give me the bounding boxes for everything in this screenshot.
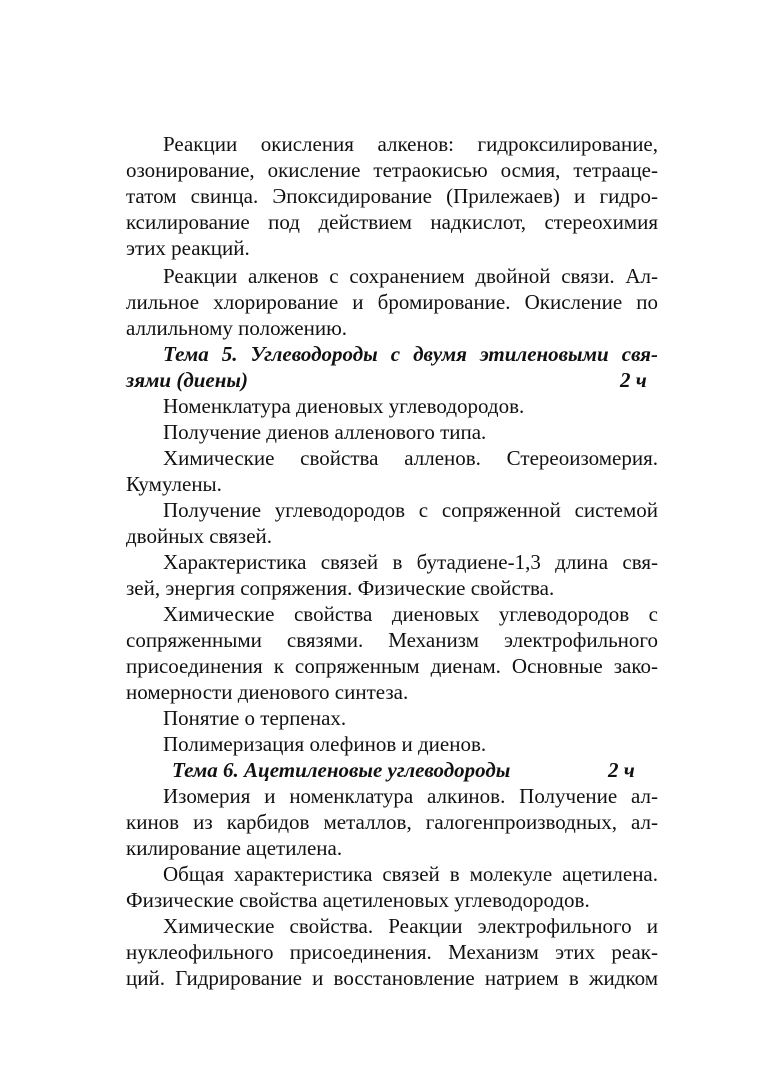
text-line: Получение диенов алленового типа. — [163, 420, 487, 444]
text-line: номерности диенового синтеза. — [126, 680, 409, 704]
text-line: зей, энергия сопряжения. Физические свойства. — [126, 576, 555, 600]
section-heading: Тема 5. Углеводороды с двумя этиленовыми свя- — [163, 342, 658, 366]
text-line: Кумулены. — [126, 472, 222, 496]
section-heading-continued: зями (диены) — [126, 368, 248, 392]
text-line: аллильному положению. — [126, 316, 348, 340]
text-line: кинов из карбидов металлов, галогенпроизводных, ал- — [126, 810, 658, 834]
topic-hours: 2 ч — [608, 758, 635, 782]
text-line: лильное хлорирование и бромирование. Окисление по — [126, 290, 658, 314]
text-line: Изомерия и номенклатура алкинов. Получение ал- — [163, 784, 658, 808]
text-line: Понятие о терпенах. — [163, 706, 347, 730]
topic-hours: 2 ч — [620, 368, 647, 392]
text-line: Химические свойства алленов. Стереоизомерия. — [163, 446, 658, 470]
text-line: сопряженными связями. Механизм электрофильного — [126, 628, 658, 652]
text-line: Химические свойства диеновых углеводородов с — [163, 602, 658, 626]
text-line: Получение углеводородов с сопряженной системой — [163, 498, 658, 522]
text-line: килирование ацетилена. — [126, 836, 343, 860]
text-line: озонирование, окисление тетраокисью осмия, тетрааце- — [126, 158, 658, 182]
text-line: ксилирование под действием надкислот, стереохимия — [126, 210, 658, 234]
text-line: присоединения к сопряженным диенам. Основные зако- — [126, 654, 658, 678]
text-line: Реакции окисления алкенов: гидроксилирование, — [163, 132, 658, 156]
text-line: этих реакций. — [126, 236, 250, 260]
section-heading: Тема 6. Ацетиленовые углеводороды — [172, 758, 511, 782]
text-line: двойных связей. — [126, 524, 273, 548]
text-line: Номенклатура диеновых углеводородов. — [163, 394, 525, 418]
text-line: Характеристика связей в бутадиене-1,3 длина свя- — [163, 550, 658, 574]
text-line: татом свинца. Эпоксидирование (Прилежаев) и гидро- — [126, 184, 658, 208]
text-line: Общая характеристика связей в молекуле ацетилена. — [163, 862, 658, 886]
text-line: Полимеризация олефинов и диенов. — [163, 732, 487, 756]
text-line: Реакции алкенов с сохранением двойной связи. Ал- — [163, 264, 658, 288]
text-line: нуклеофильного присоединения. Механизм этих реак- — [126, 940, 658, 964]
text-line: ций. Гидрирование и восстановление натрием в жидком — [126, 966, 658, 990]
text-line: Физические свойства ацетиленовых углеводородов. — [126, 888, 590, 912]
text-line: Химические свойства. Реакции электрофильного и — [163, 914, 658, 938]
